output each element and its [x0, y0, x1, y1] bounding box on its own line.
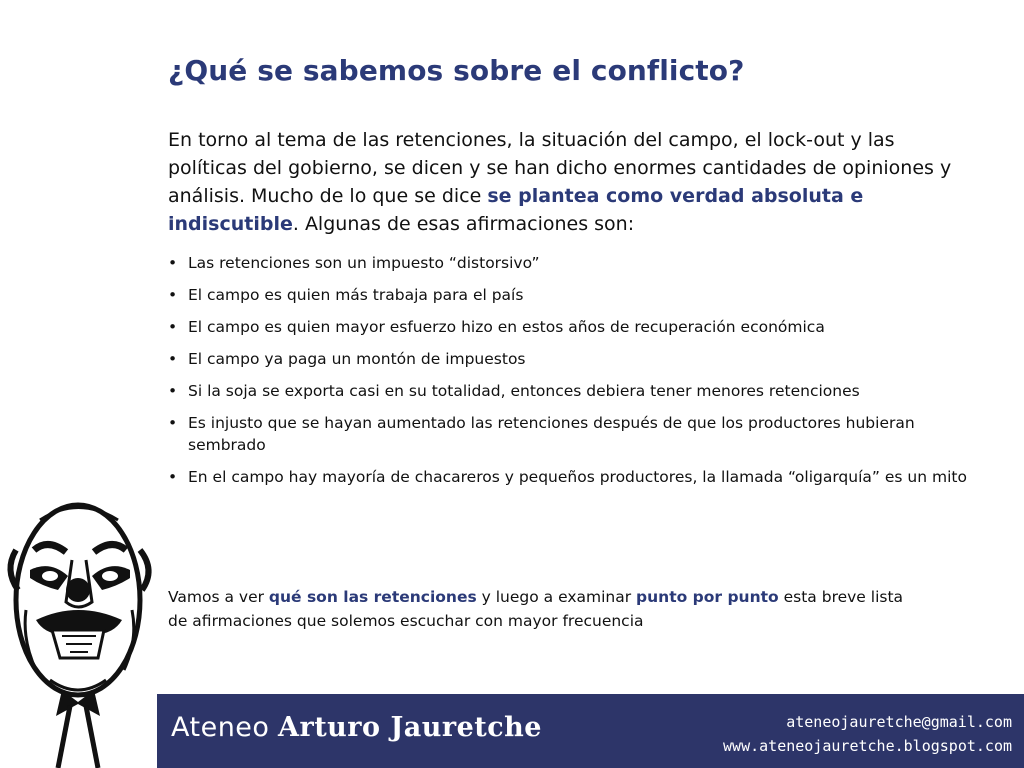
bullet-icon: • — [168, 254, 178, 272]
bullet-icon: • — [168, 468, 178, 486]
bullet-icon: • — [168, 414, 178, 432]
list-item — [168, 466, 968, 488]
bullet-icon: • — [168, 382, 178, 400]
brand-light: Ateneo — [171, 712, 270, 743]
intro-text-2: . Algunas de esas afirmaciones son: — [292, 213, 635, 235]
closing-paragraph — [168, 585, 918, 633]
list-item — [168, 348, 968, 370]
closing-text-1: Vamos a ver — [168, 588, 269, 606]
list-item-text: Si la soja se exporta casi en su totalidad, entonces debiera tener menores retenciones — [188, 382, 860, 400]
footer-website: www.ateneojauretche.blogspot.com — [723, 737, 1012, 755]
list-item — [168, 284, 968, 306]
bullet-icon: • — [168, 286, 178, 304]
list-item — [168, 316, 968, 338]
list-item-text: El campo es quien mayor esfuerzo hizo en estos años de recuperación económica — [188, 318, 825, 336]
list-item-text: Las retenciones son un impuesto “distorsivo” — [188, 254, 540, 272]
list-item-text: Es injusto que se hayan aumentado las retenciones después de que los productores hubieran sembrado — [188, 414, 915, 454]
intro-text-1: En torno al tema de las retenciones, la situación del campo, el lock-out y las políticas del gobierno, se dicen y se han dicho enormes cantidades de opiniones y análisis. Mucho de lo que se dice — [168, 129, 952, 207]
bullet-icon: • — [168, 318, 178, 336]
closing-text-3: esta breve lista de afirmaciones que solemos escuchar con mayor frecuencia — [168, 588, 904, 630]
footer-bar — [157, 694, 1024, 768]
footer-email: ateneojauretche@gmail.com — [786, 713, 1012, 731]
list-item — [168, 412, 968, 456]
slide-title: ¿Qué se sabemos sobre el conflicto? — [168, 54, 745, 87]
closing-highlight-1: qué son las retenciones — [268, 588, 477, 606]
list-item — [168, 380, 968, 402]
claims-list — [168, 252, 968, 498]
intro-paragraph — [168, 126, 968, 238]
bullet-icon: • — [168, 350, 178, 368]
list-item-text: En el campo hay mayoría de chacareros y pequeños productores, la llamada “oligarquía” es un mito — [188, 468, 967, 486]
footer-contact — [723, 710, 1012, 758]
brand-bold: Arturo Jauretche — [278, 712, 542, 743]
intro-highlight: se plantea como verdad absoluta e indiscutible — [168, 185, 864, 235]
closing-highlight-2: punto por punto — [636, 588, 779, 606]
footer-brand — [171, 712, 542, 743]
list-item-text: El campo es quien más trabaja para el país — [188, 286, 524, 304]
caricature-icon — [0, 490, 160, 768]
closing-text-2: y luego a examinar — [476, 588, 637, 606]
list-item-text: El campo ya paga un montón de impuestos — [188, 350, 526, 368]
list-item — [168, 252, 968, 274]
